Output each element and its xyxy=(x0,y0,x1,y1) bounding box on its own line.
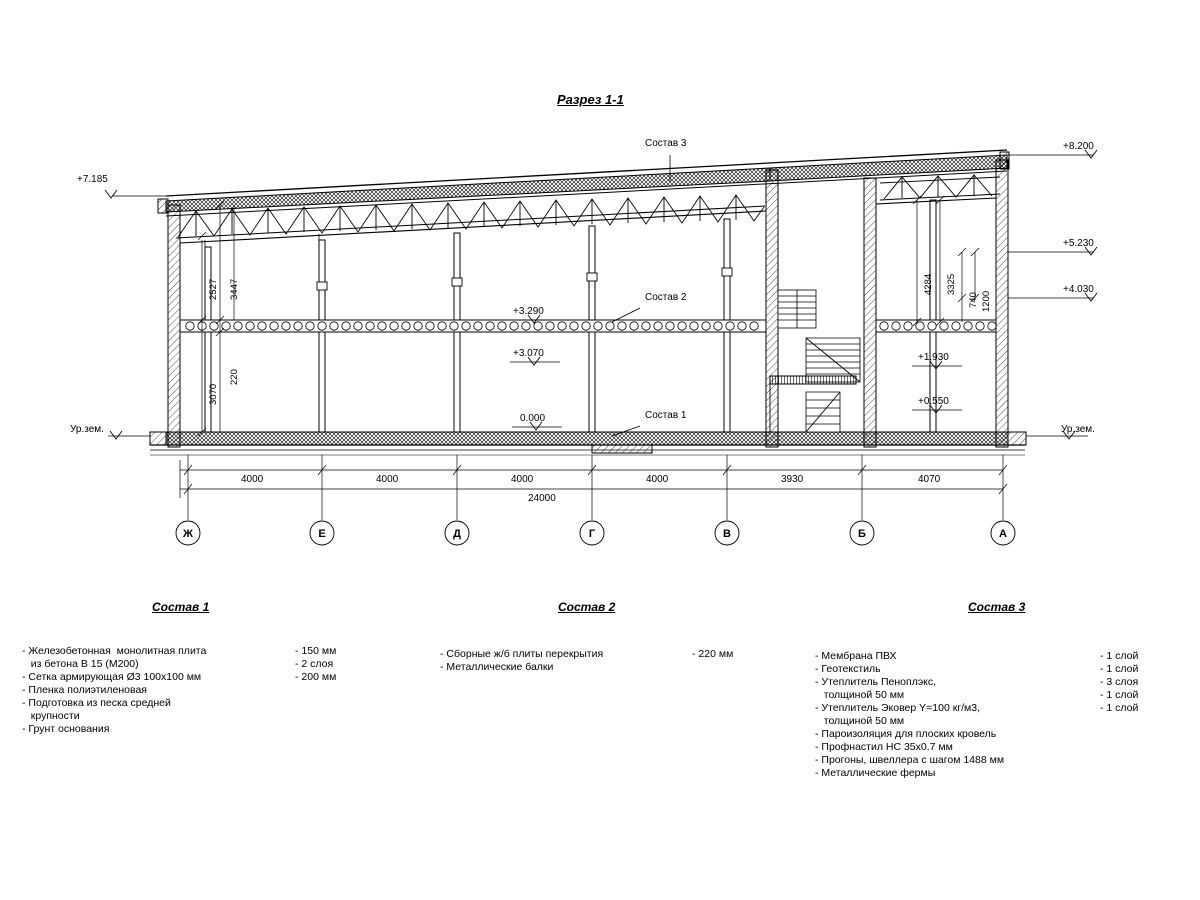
spec-3-row: толщиной 50 мм xyxy=(815,689,905,701)
spec-1-row: - Грунт основания xyxy=(22,723,110,735)
spec-1-lines xyxy=(22,645,206,736)
spec-2-row: - Металлические балки xyxy=(440,661,554,673)
spec-1-row: - Подготовка из песка средней xyxy=(22,697,171,709)
hdim-2: 4000 xyxy=(376,474,399,485)
spec-3-value: - 1 слой xyxy=(1100,663,1139,675)
level-mark-8200: +8.200 xyxy=(1063,141,1094,152)
vdim-3325: 3325 xyxy=(946,273,957,295)
spec-2-value: - 220 мм xyxy=(692,648,734,660)
spec-2-lines xyxy=(440,648,603,674)
hdim-5: 3930 xyxy=(781,474,804,485)
svg-text:А: А xyxy=(999,528,1007,540)
spec-1-row: - Железобетонная монолитная плита xyxy=(22,645,207,657)
hdim-1: 4000 xyxy=(241,474,264,485)
vdim-3447: 3447 xyxy=(229,278,240,300)
spec-3-row: - Утеплитель Эковер Y=100 кг/м3, xyxy=(815,702,981,714)
spec-2-title: Состав 2 xyxy=(558,600,616,614)
vdim-4284: 4284 xyxy=(923,273,934,295)
vdim-220: 220 xyxy=(229,369,240,385)
spec-2-values xyxy=(692,648,733,661)
level-mark-7185: +7.185 xyxy=(77,174,108,185)
spec-3-row: - Мембрана ПВХ xyxy=(815,650,897,662)
spec-3-value: - 3 слоя xyxy=(1100,676,1139,688)
vdim-3070: 3070 xyxy=(208,383,219,405)
hdim-6: 4070 xyxy=(918,474,941,485)
hdim-4: 4000 xyxy=(646,474,669,485)
spec-3-value: - 1 слой xyxy=(1100,650,1139,662)
level-mark-4030: +4.030 xyxy=(1063,284,1094,295)
spec-3-value: - 1 слой xyxy=(1100,702,1139,714)
spec-1-row: - Сетка армирующая Ø3 100х100 мм xyxy=(22,671,202,683)
svg-text:Г: Г xyxy=(588,528,596,540)
vdim-740: 740 xyxy=(968,292,979,308)
callout-sostav-2: Состав 2 xyxy=(645,292,687,303)
spec-3-row: толщиной 50 мм xyxy=(815,715,905,727)
spec-1-row: из бетона В 15 (М200) xyxy=(22,658,139,670)
spec-3-lines xyxy=(815,650,1004,780)
spec-1-value: - 2 слоя xyxy=(295,658,334,670)
level-mark-5230: +5.230 xyxy=(1063,238,1094,249)
spec-1-value: - 150 мм xyxy=(295,645,337,657)
spec-1-title: Состав 1 xyxy=(152,600,210,614)
spec-1-row: - Пленка полиэтиленовая xyxy=(22,684,147,696)
spec-1-values xyxy=(295,645,336,684)
svg-text:Б: Б xyxy=(858,528,866,540)
spec-3-row: - Профнастил НС 35х0.7 мм xyxy=(815,741,953,753)
callout-sostav-1: Состав 1 xyxy=(645,410,687,421)
level-mark-3290: +3.290 xyxy=(513,306,544,317)
spec-3-row: - Прогоны, швеллера с шагом 1488 мм xyxy=(815,754,1005,766)
vdim-2527: 2527 xyxy=(208,278,219,300)
spec-3-row: - Пароизоляция для плоских кровель xyxy=(815,728,997,740)
spec-3-value: - 1 слой xyxy=(1100,689,1139,701)
spec-1-row: крупности xyxy=(22,710,80,722)
level-mark-1930: +1.930 xyxy=(918,352,949,363)
svg-text:В: В xyxy=(723,528,731,540)
ground-level-left: Ур.зем. xyxy=(70,424,104,435)
level-mark-0000: 0.000 xyxy=(520,413,546,424)
spec-3-values xyxy=(1100,650,1138,715)
callout-sostav-3: Состав 3 xyxy=(645,138,687,149)
total-dim: 24000 xyxy=(528,493,556,504)
svg-text:Д: Д xyxy=(453,528,461,540)
ground-level-right: Ур.зем. xyxy=(1061,424,1095,435)
vdim-1200: 1200 xyxy=(981,290,992,312)
level-mark-0550: +0.550 xyxy=(918,396,949,407)
spec-1-value: - 200 мм xyxy=(295,671,337,683)
drawing-title: Разрез 1-1 xyxy=(557,92,624,107)
spec-3-row: - Металлические фермы xyxy=(815,767,936,779)
spec-3-row: - Утеплитель Пеноплэкс, xyxy=(815,676,937,688)
spec-3-title: Состав 3 xyxy=(968,600,1026,614)
svg-text:Ж: Ж xyxy=(183,528,193,540)
hdim-3: 4000 xyxy=(511,474,534,485)
spec-3-row: - Геотекстиль xyxy=(815,663,881,675)
svg-text:Е: Е xyxy=(318,528,326,540)
spec-2-row: - Сборные ж/б плиты перекрытия xyxy=(440,648,604,660)
level-mark-3070: +3.070 xyxy=(513,348,544,359)
